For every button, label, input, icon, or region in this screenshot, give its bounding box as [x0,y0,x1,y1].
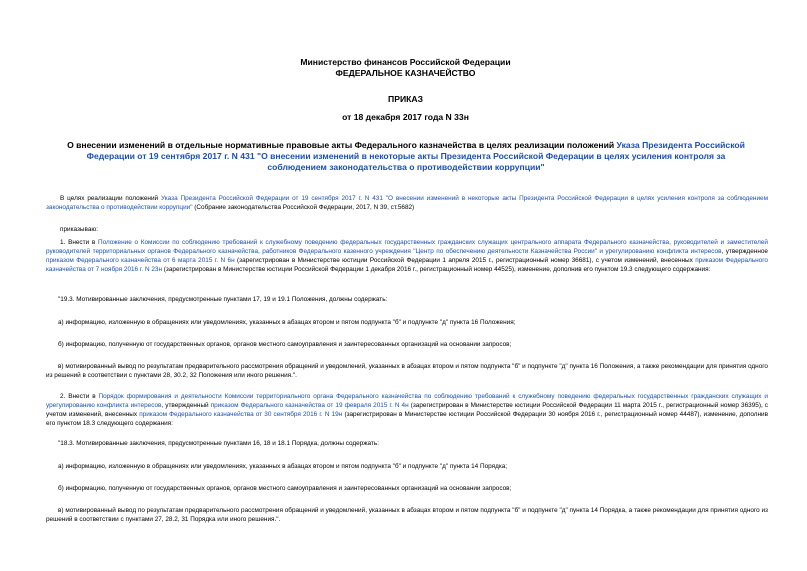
paragraph-19-3-c: в) мотивированный вывод по результатам предварительного рассмотрения обращений и уведомлений, указанных в абзацах втором и пятом подпункта "б" и подпункте "д" пункта 16 Положения, а также рекомендации для принятия одного из решений в соответствии с пунктами 28, 30.2, 32 Положения или иного решения.". [46,363,768,379]
document-date: от 18 декабря 2017 года N 33н [342,112,469,122]
item1-text-b: , утвержденное [721,248,768,255]
paragraph-order: приказываю: [60,226,98,233]
item2-link-order-4n[interactable]: приказом Федерального казначейства от 19 февраля 2015 г. N 4н [210,402,409,409]
paragraph-18-3: "18.3. Мотивированные заключения, предусмотренные пунктами 16, 18 и 18.1 Порядка, должны содержать: [58,440,379,447]
item2-text-a: 2. Внести в [60,393,96,400]
paragraph-preamble [46,194,768,212]
paragraph-item-1 [46,238,768,274]
paragraph-19-3: "19.3. Мотивированные заключения, предусмотренные пунктами 17, 19 и 19.1 Положения, должны содержать: [58,296,388,303]
item1-text-a: 1. Внести в [60,239,96,246]
item2-text-c: (зарегистрирован в Министерстве юстиции Российской Федерации 11 марта 2015 г., регистрационный номер 36395), с учетом изменений, внесенных [46,402,769,418]
paragraph-18-3-c: в) мотивированный вывод по результатам предварительного рассмотрения обращений и уведомлений, указанных в абзацах втором и пятом подпункта "б" и подпункте "д" пункта 14 Порядка, а также рекомендации для принятия одного из решений в соответствии с пунктами 27, 28.2, 31 Порядка или иного решения.". [46,507,768,523]
paragraph-18-3-a: а) информацию, изложенную в обращениях или уведомлениях, указанных в абзацах втором и пятом подпункта "б" и подпункте "д" пункта 14 Порядка; [58,463,508,470]
item2-link-order-19n[interactable]: приказом Федерального казначейства от 30 сентября 2016 г. N 19н [139,411,343,418]
org-name-ministry: Министерство финансов Российской Федерации [300,57,511,67]
item1-link-order-6n[interactable]: приказом Федерального казначейства от 6 марта 2015 г. N 6н [46,257,235,264]
item1-link-regulation[interactable]: Положение о Комиссии по соблюдению требований к служебному поведению федеральных государственных гражданских служащих центрального аппарата Федерального казначейства, руководителей и заместителей руководителей территориальных органов Федерального казначейства, работников Федерального казенного учреждения "Центр по обеспечению деятельности Казначейства России" и урегулированию конфликта интересов [46,239,768,255]
paragraph-18-3-b: б) информацию, полученную от государственных органов, органов местного самоуправления и заинтересованных организаций на основании запросов; [58,485,512,492]
preamble-link-decree[interactable]: Указа Президента Российской Федерации от 19 сентября 2017 г. N 431 "О внесении изменений в некоторые акты Президента Российской Федерации в целях усиления контроля за соблюдением законодательства о противодействии коррупции" [46,195,768,211]
item2-link-procedure[interactable]: Порядок формирования и деятельности Комиссии территориального органа Федерального казначейства по соблюдению требований к служебному поведению федеральных государственных гражданских служащих и урегулированию конфликта интересов [46,393,768,409]
title-link-decree[interactable]: Указа Президента Российской Федерации от 19 сентября 2017 г. N 431 "О внесении изменений в некоторые акты Президента Российской Федерации в целях усиления контроля за соблюдением законодательства о противодействии коррупции" [86,140,745,173]
item1-text-d: (зарегистрирован в Министерстве юстиции Российской Федерации 1 декабря 2016 г., регистрационный номер 44525), изменение, дополнив его пунктом 19.3 следующего содержания: [163,266,711,273]
item1-link-order-23n[interactable]: приказом Федерального казначейства от 7 ноября 2016 г. N 23н [46,257,768,273]
paragraph-item-2 [46,392,768,428]
document-title [56,140,756,174]
item2-text-d: (зарегистрирован в Министерстве юстиции Российской Федерации 30 ноября 2016 г., регистрационный номер 44487), изменение, дополнив его пунктом 18.3 следующего содержания: [46,411,768,427]
item2-text-b: , утвержденный [161,402,209,409]
paragraph-19-3-b: б) информацию, полученную от государственных органов, органов местного самоуправления и заинтересованных организаций на основании запросов; [58,341,512,348]
item1-text-c: (зарегистрирован в Министерстве юстиции Российской Федерации 1 апреля 2015 г., регистрационный номер 36681), с учетом изменений, внесенных [237,257,693,264]
preamble-source: (Собрание законодательства Российской Федерации, 2017, N 39, ст.5682) [194,204,415,211]
document-type: ПРИКАЗ [388,94,423,104]
preamble-text: В целях реализации положений [60,195,159,202]
org-name-treasury: ФЕДЕРАЛЬНОЕ КАЗНАЧЕЙСТВО [335,68,476,78]
title-text: О внесении изменений в отдельные нормативные правовые акты Федерального казначейства в целях реализации положений [67,140,615,150]
paragraph-19-3-a: а) информацию, изложенную в обращениях или уведомлениях, указанных в абзацах втором и пятом подпункта "б" и подпункте "д" пункта 16 Положения; [58,319,516,326]
